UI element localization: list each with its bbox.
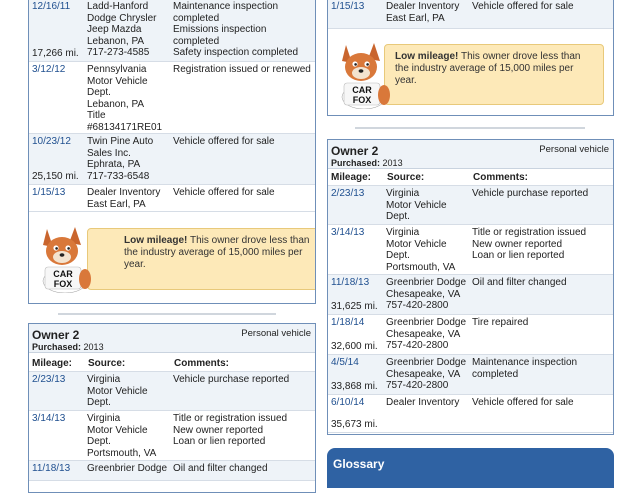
comments-header: Comments: xyxy=(174,358,230,369)
source-line: Lebanon, PA xyxy=(87,98,145,110)
owner2-type-right: Personal vehicle xyxy=(539,144,609,155)
source-header: Source: xyxy=(88,358,126,369)
source-line: Dealer Inventory xyxy=(386,1,460,12)
comment-line: Vehicle purchase reported xyxy=(472,188,589,199)
glossary-title[interactable]: Glossary xyxy=(333,457,385,471)
source-line: 757-420-2800 xyxy=(386,380,449,391)
glossary-section[interactable] xyxy=(327,448,614,488)
low-mileage-callout xyxy=(87,228,316,290)
owner2-type: Personal vehicle xyxy=(241,328,311,339)
history-row xyxy=(29,185,315,212)
source-line: Title xyxy=(87,110,106,121)
record-date: 2/23/13 xyxy=(331,188,365,199)
comment-line: Oil and filter changed xyxy=(173,463,268,474)
purchased-year: 2013 xyxy=(83,342,104,352)
carfox-mascot-icon xyxy=(33,221,97,293)
source-line: Jeep Mazda xyxy=(87,24,142,35)
comments-cell xyxy=(171,411,315,460)
right-owner2-card xyxy=(327,139,614,435)
source-line: Dept. xyxy=(386,250,410,261)
history-row xyxy=(328,0,613,29)
comment-line: Vehicle purchase reported xyxy=(173,374,290,385)
source-line: Greenbrier Dodge xyxy=(386,357,467,368)
comment-line: Maintenance inspection xyxy=(173,1,279,12)
date-cell xyxy=(29,461,85,480)
source-line: Chesapeake, VA xyxy=(386,328,461,340)
record-mileage: 31,625 mi. xyxy=(331,300,378,312)
source-cell xyxy=(384,315,470,354)
fox0-car-text: CAR xyxy=(53,269,73,279)
source-line: Dealer Inventory xyxy=(386,397,460,408)
owner2-title-right: Owner 2 xyxy=(331,144,379,158)
source-line: Dept. xyxy=(87,397,111,408)
record-date: 11/18/13 xyxy=(331,277,370,288)
low-mileage-bold: Low mileage! xyxy=(124,235,188,246)
comment-line: New owner reported xyxy=(173,424,264,436)
history-row xyxy=(29,461,315,481)
source-cell xyxy=(384,275,470,314)
comment-line: New owner reported xyxy=(472,238,563,250)
source-cell xyxy=(384,395,470,432)
source-line: Dept. xyxy=(87,436,111,447)
comment-line: Emissions inspection xyxy=(173,24,267,35)
source-cell xyxy=(85,0,171,61)
date-cell xyxy=(328,315,384,354)
comment-line: Loan or lien reported xyxy=(173,436,266,447)
record-date: 6/10/14 xyxy=(331,397,365,408)
source-line: 717-273-4585 xyxy=(87,47,150,58)
fox1-fox-text: FOX xyxy=(352,95,372,105)
source-line: Virginia xyxy=(87,413,121,424)
history-row xyxy=(29,372,315,411)
source-line: Pennsylvania xyxy=(87,64,147,75)
section-divider xyxy=(58,313,276,315)
history-row xyxy=(29,134,315,185)
record-mileage: 17,266 mi. xyxy=(32,47,79,59)
record-date: 1/18/14 xyxy=(331,317,365,328)
comment-line: Vehicle offered for sale xyxy=(472,1,574,12)
owner2-purchased-right xyxy=(331,158,403,168)
source-line: Motor Vehicle xyxy=(386,199,447,211)
record-date: 4/5/14 xyxy=(331,357,359,368)
comments-cell xyxy=(470,315,613,354)
comment-line: Loan or lien reported xyxy=(472,250,565,261)
source-cell xyxy=(85,62,171,133)
source-line: Virginia xyxy=(87,374,121,385)
record-date: 1/15/13 xyxy=(331,1,365,12)
comment-line: Title or registration issued xyxy=(472,227,587,238)
source-line: Chesapeake, VA xyxy=(386,368,461,380)
source-cell xyxy=(85,134,171,184)
mileage-header-right: Mileage: xyxy=(331,172,372,183)
source-cell xyxy=(384,186,470,224)
fox0-fox-text: FOX xyxy=(53,279,73,289)
left-top-records xyxy=(29,0,315,212)
fox1-svg xyxy=(332,37,396,109)
date-cell xyxy=(29,0,85,61)
comments-cell xyxy=(171,134,315,184)
comment-line: completed xyxy=(173,12,220,24)
record-date: 1/15/13 xyxy=(32,187,66,198)
date-cell xyxy=(328,355,384,394)
source-line: Sales Inc. xyxy=(87,147,131,159)
source-cell xyxy=(384,355,470,394)
history-row xyxy=(29,411,315,461)
source-cell xyxy=(384,0,470,28)
source-cell xyxy=(384,225,470,274)
comment-line: Title or registration issued xyxy=(173,413,288,424)
right-history-card xyxy=(327,0,614,116)
source-line: 717-733-6548 xyxy=(87,170,150,182)
low-mileage-bold-right: Low mileage! xyxy=(395,51,459,62)
source-cell xyxy=(85,411,171,460)
mileage-header: Mileage: xyxy=(32,358,73,369)
comment-line: Vehicle offered for sale xyxy=(173,136,275,147)
date-cell xyxy=(328,225,384,274)
history-row xyxy=(328,275,613,315)
history-row xyxy=(328,355,613,395)
owner2-header-right xyxy=(328,140,613,169)
purchased-label-right: Purchased: xyxy=(331,158,381,168)
date-cell xyxy=(29,372,85,410)
purchased-label: Purchased: xyxy=(32,342,82,352)
comments-cell xyxy=(171,0,315,61)
date-cell xyxy=(29,134,85,184)
record-date: 12/16/11 xyxy=(32,1,71,12)
date-cell xyxy=(328,395,384,432)
comment-line: Vehicle offered for sale xyxy=(472,397,574,408)
date-cell xyxy=(29,185,85,211)
record-mileage: 25,150 mi. xyxy=(32,170,79,182)
history-row xyxy=(328,315,613,355)
source-cell xyxy=(85,372,171,410)
source-line: Ephrata, PA xyxy=(87,159,141,170)
record-date: 2/23/13 xyxy=(32,374,66,385)
comment-line: Safety inspection completed xyxy=(173,47,299,58)
source-line: Portsmouth, VA xyxy=(386,261,456,273)
source-line: Ladd-Hanford xyxy=(87,1,149,12)
source-line: Portsmouth, VA xyxy=(87,447,157,459)
record-date: 11/18/13 xyxy=(32,463,71,474)
date-cell xyxy=(29,62,85,133)
record-mileage: 35,673 mi. xyxy=(331,418,378,430)
comment-line: Registration issued or renewed xyxy=(173,64,311,75)
record-mileage: 33,868 mi. xyxy=(331,380,378,392)
comment-line: Tire repaired xyxy=(472,317,529,328)
history-row xyxy=(29,0,315,62)
date-cell xyxy=(328,275,384,314)
comment-line: Maintenance inspection xyxy=(472,357,578,368)
record-date: 3/12/12 xyxy=(32,64,66,75)
comment-line: completed xyxy=(472,368,519,380)
left-owner2-records xyxy=(29,371,315,481)
history-row xyxy=(328,395,613,433)
source-line: Greenbrier Dodge xyxy=(87,463,168,474)
source-line: Greenbrier Dodge xyxy=(386,317,467,328)
record-date: 3/14/13 xyxy=(331,227,365,238)
comments-cell xyxy=(470,275,613,314)
record-mileage: 32,600 mi. xyxy=(331,340,378,352)
source-line: #68134171RE01 xyxy=(87,121,163,133)
comment-line: Vehicle offered for sale xyxy=(173,187,275,198)
right-owner2-records xyxy=(328,185,613,433)
source-line: Dodge Chrysler xyxy=(87,12,157,24)
source-line: Motor Vehicle xyxy=(386,238,447,250)
comments-cell xyxy=(470,225,613,274)
source-line: Virginia xyxy=(386,188,420,199)
fox0-svg xyxy=(33,221,97,293)
comments-header-right: Comments: xyxy=(473,172,529,183)
comments-cell xyxy=(470,395,613,432)
source-line: Motor Vehicle xyxy=(87,75,148,87)
right-top-records xyxy=(328,0,613,29)
history-row xyxy=(328,186,613,225)
source-line: Chesapeake, VA xyxy=(386,288,461,300)
date-cell xyxy=(328,0,384,28)
low-mileage-callout-right xyxy=(384,44,604,105)
fox1-car-text: CAR xyxy=(352,85,372,95)
carfox-mascot-icon-right xyxy=(332,37,396,109)
comments-cell xyxy=(470,355,613,394)
date-cell xyxy=(29,411,85,460)
comments-cell xyxy=(470,0,613,28)
comments-cell xyxy=(470,186,613,224)
source-line: Dept. xyxy=(87,87,111,98)
comments-cell xyxy=(171,372,315,410)
purchased-year-right: 2013 xyxy=(382,158,403,168)
low-mileage-text-right: This owner drove less than the industry average of 15,000 miles per year. xyxy=(395,51,581,86)
source-line: 757-420-2800 xyxy=(386,340,449,351)
comment-line: Oil and filter changed xyxy=(472,277,567,288)
source-line: Lebanon, PA xyxy=(87,35,145,47)
left-owner2-card xyxy=(28,323,316,493)
source-line: Dept. xyxy=(386,211,410,222)
left-history-card xyxy=(28,0,316,304)
record-date: 10/23/12 xyxy=(32,136,71,147)
source-cell xyxy=(85,185,171,211)
record-date: 3/14/13 xyxy=(32,413,66,424)
source-line: Virginia xyxy=(386,227,420,238)
source-line: Dealer Inventory xyxy=(87,187,161,198)
date-cell xyxy=(328,186,384,224)
source-line: East Earl, PA xyxy=(87,198,146,210)
comments-cell xyxy=(171,185,315,211)
comments-cell xyxy=(171,62,315,133)
source-line: East Earl, PA xyxy=(386,12,445,24)
history-row xyxy=(328,225,613,275)
low-mileage-text: This owner drove less than the industry average of 15,000 miles per year. xyxy=(124,235,310,270)
history-row xyxy=(29,62,315,134)
source-header-right: Source: xyxy=(387,172,425,183)
source-cell xyxy=(85,461,171,480)
source-line: Motor Vehicle xyxy=(87,424,148,436)
comment-line: completed xyxy=(173,35,220,47)
owner2-purchased xyxy=(32,342,104,352)
source-line: 757-420-2800 xyxy=(386,300,449,311)
section-divider-right xyxy=(355,127,585,129)
source-line: Greenbrier Dodge xyxy=(386,277,467,288)
owner2-title: Owner 2 xyxy=(32,328,80,342)
comments-cell xyxy=(171,461,315,480)
source-line: Twin Pine Auto xyxy=(87,136,154,147)
owner2-header xyxy=(29,324,315,353)
source-line: Motor Vehicle xyxy=(87,385,148,397)
